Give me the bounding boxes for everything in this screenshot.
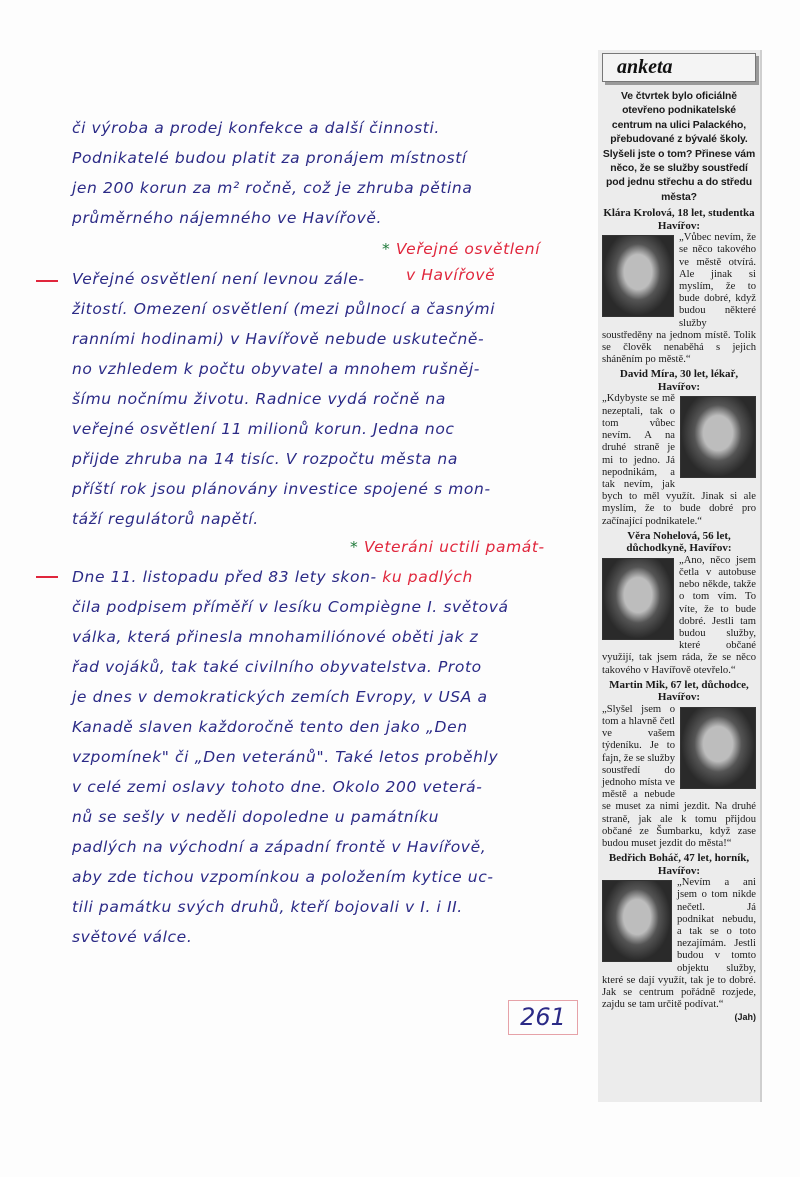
respondent-photo [680, 707, 756, 789]
section-heading-veterans [350, 538, 545, 556]
handwritten-line: veřejné osvětlení 11 milionů korun. Jedna noc [72, 420, 455, 438]
heading-text: Veřejné osvětlení [395, 240, 541, 258]
heading-text-continued: v Havířově [406, 266, 496, 284]
section-heading-public-lighting [382, 240, 540, 258]
page-number: 261 [508, 1000, 578, 1035]
handwritten-line: čila podpisem příměří v lesíku Compiègne I. světová [72, 598, 509, 616]
respondent-photo [602, 235, 674, 317]
respondent-photo [680, 396, 756, 478]
handwritten-line: no vzhledem k počtu obyvatel a mnohem rušněj- [72, 360, 480, 378]
handwritten-line: průměrného nájemného ve Havířově. [72, 209, 383, 227]
survey-question: Ve čtvrtek bylo oficiálně otevřeno podnikatelské centrum na ulici Palackého, přebudované z bývalé školy. Slyšeli jste o tom? Přinese vám něco, že se služby soustředí pod jednu střechu a do středu města? [602, 91, 756, 203]
handwritten-line: nů se sešly v neděli dopoledne u památníku [72, 808, 440, 826]
respondent [602, 368, 756, 527]
respondent-photo [602, 558, 674, 640]
handwritten-line: válka, která přinesla mnohamiliónové oběti jak z [72, 628, 479, 646]
handwritten-line: přijde zhruba na 14 tisíc. V rozpočtu města na [72, 450, 458, 468]
respondent [602, 530, 756, 677]
respondent-name: Martin Mik, 67 let, důchodce, Havířov: [609, 678, 749, 704]
handwritten-line: šímu nočnímu životu. Radnice vydá ročně na [72, 390, 446, 408]
respondent-name: David Míra, 30 let, lékař, Havířov: [619, 368, 739, 393]
respondent [602, 852, 756, 1023]
respondent-quote: „Nevím a ani jsem o tom nikde nečetl. Já podnikat nebudu, a tak se o toto nezajímám. Jestli budou v tomto objektu služby, které se dají využít, tak je to dobré. Jak se centrum pořádně rozjede, zajdu se tam určitě podívat.“ [602, 877, 756, 1011]
handwritten-line: světové válce. [72, 928, 193, 946]
respondent-quote: „Ano, něco jsem četla v autobuse nebo někde, takže o tom vím. To víte, že to bude dobré. Jestli tam budou služby, které občané využijí, tak jsem ráda, že se něco takového v Havířově otevřelo.“ [602, 554, 756, 676]
handwritten-line: žitostí. Omezení osvětlení (mezi půlnocí a časnými [72, 300, 496, 318]
handwritten-line: Kanadě slaven každoročně tento den jako „Den [72, 718, 468, 736]
clipping-title: anketa [602, 53, 756, 82]
respondent [602, 679, 756, 850]
handwritten-line: padlých na východní a západní frontě v Havířově, [72, 838, 487, 856]
handwritten-line: tili památku svých druhů, kteří bojovali v I. i II. [72, 898, 463, 916]
handwritten-line: ranními hodinami) v Havířově nebude uskutečně- [72, 330, 485, 348]
heading-text-continued: ku padlých [382, 568, 473, 586]
handwritten-line: Veřejné osvětlení není levnou zále- [72, 270, 365, 288]
handwritten-line [72, 568, 473, 586]
respondent-name: Věra Nohelová, 56 let, důchodkyně, Havířov: [626, 529, 732, 555]
handwritten-line: táží regulátorů napětí. [72, 510, 259, 528]
respondent-quote: „Kdybyste se mě nezeptali, tak o tom vůbec nevím. A na druhé straně je mi to jedno. Já nepodnikám, a tak nevím, jak bych to měl využít. Jinak si ale myslím, že to bude dobré pro začínající podnikatele.“ [602, 393, 756, 527]
handwritten-line: řad vojáků, tak také civilního obyvatelstva. Proto [72, 658, 482, 676]
handwritten-line: jen 200 korun za m² ročně, což je zhruba pětina [72, 179, 473, 197]
handwritten-line: Podnikatelé budou platit za pronájem místností [72, 149, 467, 167]
respondent-quote: „Slyšel jsem o tom a hlavně četl ve vašem týdeníku. Je to fajn, že se služby soustředí do jednoho místa ve městě a nebude se muset za nimi jezdit. Na druhé straně, jak ale k tomu přijdou občané ze Šumbarku, když zase budou muset jezdit do města!“ [602, 703, 756, 849]
respondent-photo [602, 880, 672, 962]
red-dash-marker [36, 280, 58, 282]
handwritten-line: v celé zemi oslavy tohoto dne. Okolo 200 veterá- [72, 778, 483, 796]
red-dash-marker [36, 576, 58, 578]
newspaper-clipping [598, 50, 762, 1102]
author-signature: (Jah) [734, 1012, 756, 1023]
asterisk-marker: * [350, 538, 359, 556]
handwritten-line: či výroba a prodej konfekce a další činnosti. [72, 119, 440, 137]
respondent [602, 207, 756, 366]
handwritten-line: je dnes v demokratických zemích Evropy, v USA a [72, 688, 488, 706]
handwritten-line: aby zde tichou vzpomínkou a položením kytice uc- [72, 868, 494, 886]
respondent-name: Bedřich Boháč, 47 let, horník, Havířov: [608, 852, 750, 877]
respondent-name: Klára Krolová, 18 let, studentka Havířov: [603, 207, 755, 232]
handwritten-text: Dne 11. listopadu před 83 lety skon- [72, 568, 377, 586]
respondent-quote: „Vůbec nevím, že se něco takového ve městě otvírá. Ale jinak si myslím, že to bude dobré, když budou některé služby soustředěny na jednom místě. Tolik se člověk nenaběhá s jejich sháněním po městě.“ [602, 232, 756, 366]
handwritten-line: vzpomínek" či „Den veteránů". Také letos proběhly [72, 748, 499, 766]
heading-text: Veteráni uctili památ- [363, 538, 545, 556]
handwritten-line: příští rok jsou plánovány investice spojené s mon- [72, 480, 491, 498]
asterisk-marker: * [382, 240, 391, 258]
